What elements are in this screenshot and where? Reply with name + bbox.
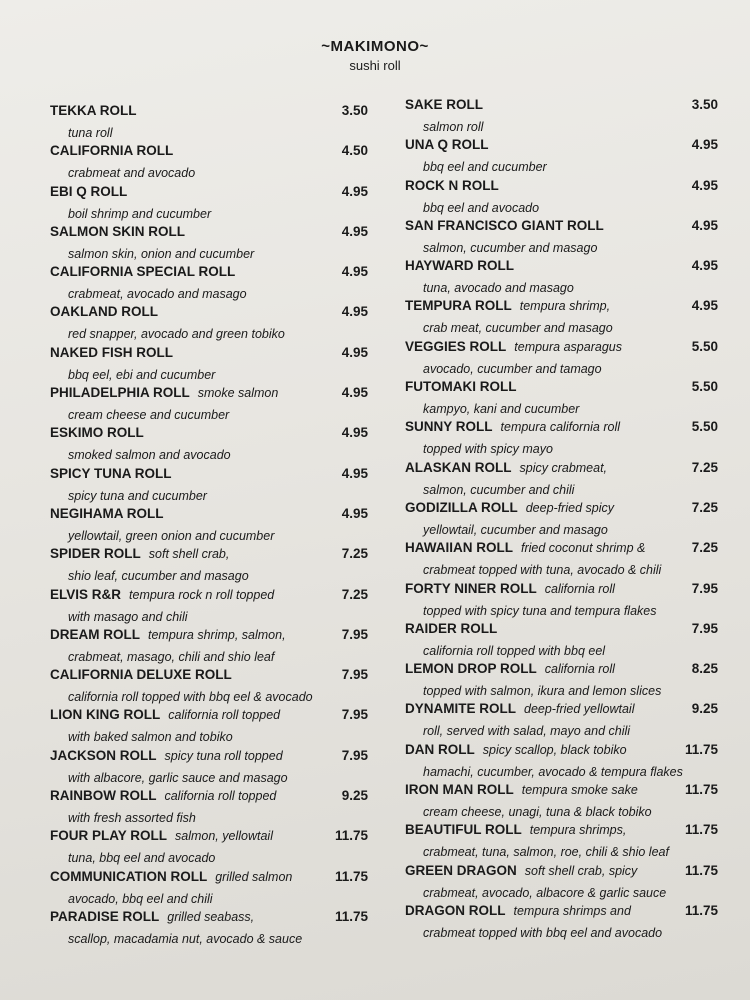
menu-item-name: SALMON SKIN ROLL bbox=[50, 223, 185, 239]
menu-item-inline-description: california roll bbox=[544, 581, 615, 596]
menu-item-description: cream cheese, unagi, tuna & black tobiko bbox=[423, 805, 652, 820]
menu-item bbox=[405, 298, 718, 338]
menu-item bbox=[50, 304, 368, 344]
menu-item bbox=[50, 345, 368, 385]
menu-item-description: crabmeat, avocado, albacore & garlic sauce bbox=[423, 885, 667, 900]
menu-item-name-line bbox=[50, 828, 273, 843]
menu-item-price: 4.95 bbox=[341, 304, 368, 320]
menu-item-name: DREAM ROLL bbox=[50, 626, 140, 642]
menu-item-description: scallop, macadamia nut, avocado & sauce bbox=[68, 931, 303, 946]
menu-item bbox=[405, 137, 718, 177]
menu-item-price: 11.75 bbox=[334, 868, 368, 884]
menu-item-price: 5.50 bbox=[691, 338, 718, 354]
menu-item-name: ESKIMO ROLL bbox=[50, 425, 144, 441]
menu-item-price: 4.95 bbox=[691, 217, 718, 233]
menu-item-header bbox=[405, 178, 718, 198]
menu-item-header bbox=[405, 97, 718, 117]
menu-item-name: CALIFORNIA ROLL bbox=[50, 143, 174, 159]
menu-item-description: yellowtail, cucumber and masago bbox=[423, 522, 608, 537]
menu-item-price: 4.95 bbox=[341, 505, 368, 521]
menu-item bbox=[50, 788, 368, 828]
menu-item bbox=[50, 627, 368, 667]
menu-item-name: SUNNY ROLL bbox=[405, 419, 493, 435]
menu-item-name: FUTOMAKI ROLL bbox=[405, 379, 517, 395]
menu-item bbox=[50, 667, 368, 707]
menu-item-name: COMMUNICATION ROLL bbox=[50, 868, 208, 884]
menu-item bbox=[405, 661, 718, 701]
right-menu-column bbox=[405, 97, 718, 943]
menu-item bbox=[405, 97, 718, 137]
menu-item-description: with baked salmon and tobiko bbox=[68, 730, 233, 745]
menu-item-description: salmon roll bbox=[423, 120, 484, 134]
menu-item-name-line bbox=[50, 707, 280, 722]
menu-item-name-line bbox=[405, 218, 604, 233]
menu-item-name-line bbox=[50, 748, 283, 763]
menu-item-description: avocado, bbq eel and chili bbox=[68, 891, 213, 906]
menu-item-header bbox=[50, 587, 368, 607]
menu-item-price: 7.95 bbox=[691, 620, 718, 636]
menu-item-name-line bbox=[405, 621, 497, 636]
menu-item-name: HAWAIIAN ROLL bbox=[405, 540, 513, 556]
menu-item-header bbox=[405, 782, 718, 802]
menu-item-name-line bbox=[50, 788, 276, 803]
menu-item bbox=[50, 103, 368, 143]
menu-item-inline-description: deep-fried yellowtail bbox=[524, 702, 635, 717]
menu-item-description: with albacore, garlic sauce and masago bbox=[68, 770, 288, 785]
menu-item-price: 7.95 bbox=[341, 707, 368, 723]
menu-item-header bbox=[405, 379, 718, 399]
menu-item-name-line bbox=[405, 903, 631, 918]
menu-item-price: 11.75 bbox=[684, 782, 718, 798]
menu-item-name-line bbox=[50, 546, 229, 561]
menu-item-header bbox=[405, 581, 718, 601]
menu-item-price: 5.50 bbox=[691, 419, 718, 435]
menu-item-description: smoked salmon and avocado bbox=[68, 448, 231, 463]
menu-item-price: 7.25 bbox=[691, 540, 718, 556]
menu-item-inline-description: grilled salmon bbox=[215, 869, 293, 884]
menu-item-description: crabmeat and avocado bbox=[68, 166, 196, 181]
menu-item-inline-description: deep-fried spicy bbox=[525, 500, 614, 515]
menu-item-name-line bbox=[50, 103, 137, 118]
menu-item-name: RAINBOW ROLL bbox=[50, 788, 157, 804]
menu-item-description: with masago and chili bbox=[68, 609, 188, 624]
menu-item-name: CALIFORNIA SPECIAL ROLL bbox=[50, 264, 236, 280]
menu-item bbox=[405, 540, 718, 580]
menu-item-name: TEMPURA ROLL bbox=[405, 298, 512, 314]
menu-item-inline-description: tempura shrimp, salmon, bbox=[148, 627, 286, 642]
menu-item-name-line bbox=[405, 379, 517, 394]
menu-item-inline-description: tempura shrimp, bbox=[519, 299, 611, 314]
menu-item-name: EBI Q ROLL bbox=[50, 183, 128, 199]
menu-item-inline-description: tempura asparagus bbox=[514, 339, 622, 354]
menu-item-name-line bbox=[405, 500, 614, 515]
menu-item bbox=[405, 863, 718, 903]
menu-item-name-line bbox=[405, 178, 499, 193]
menu-item-price: 9.25 bbox=[691, 701, 718, 717]
menu-item-header bbox=[50, 425, 368, 445]
menu-item bbox=[405, 903, 718, 943]
menu-item-description: crabmeat topped with bbq eel and avocado bbox=[423, 925, 663, 940]
menu-item-description: california roll topped with bbq eel bbox=[423, 643, 606, 658]
menu-item-header bbox=[50, 869, 368, 889]
menu-item-header bbox=[50, 627, 368, 647]
menu-item-name: DAN ROLL bbox=[405, 741, 475, 757]
menu-item-price: 11.75 bbox=[684, 741, 718, 757]
menu-item-header bbox=[50, 707, 368, 727]
menu-item-price: 5.50 bbox=[691, 379, 718, 395]
menu-item-name: NEGIHAMA ROLL bbox=[50, 505, 164, 521]
menu-item-description: shio leaf, cucumber and masago bbox=[68, 569, 249, 584]
menu-item bbox=[405, 500, 718, 540]
menu-item-inline-description: salmon, yellowtail bbox=[175, 829, 273, 844]
menu-item-price: 11.75 bbox=[334, 908, 368, 924]
menu-item-name-line bbox=[405, 581, 615, 596]
menu-item bbox=[405, 419, 718, 459]
menu-item-price: 7.95 bbox=[341, 626, 368, 642]
menu-item-name-line bbox=[405, 661, 615, 676]
menu-item-header bbox=[50, 304, 368, 324]
menu-item-inline-description: smoke salmon bbox=[197, 386, 279, 401]
menu-item-description: bbq eel, ebi and cucumber bbox=[68, 367, 216, 382]
menu-item-header bbox=[50, 828, 368, 848]
menu-item-name: TEKKA ROLL bbox=[50, 103, 137, 118]
menu-item-header bbox=[405, 742, 718, 762]
menu-item-name-line bbox=[50, 304, 158, 319]
menu-item-name-line bbox=[50, 909, 254, 924]
menu-item-name: GREEN DRAGON bbox=[405, 862, 517, 878]
menu-item-description: tuna roll bbox=[68, 126, 113, 140]
menu-item bbox=[50, 587, 368, 627]
menu-item-description: crabmeat, tuna, salmon, roe, chili & shio leaf bbox=[423, 845, 669, 860]
menu-item-price: 11.75 bbox=[334, 828, 368, 844]
menu-item-header bbox=[50, 345, 368, 365]
menu-item-name-line bbox=[405, 460, 607, 475]
menu-item-price: 7.25 bbox=[341, 546, 368, 562]
menu-item-header bbox=[405, 419, 718, 439]
menu-item-description: bbq eel and cucumber bbox=[423, 160, 547, 175]
menu-item bbox=[405, 742, 718, 782]
menu-item-name: CALIFORNIA DELUXE ROLL bbox=[50, 667, 232, 683]
menu-title: ~MAKIMONO~ bbox=[321, 38, 429, 55]
menu-item-inline-description: california roll topped bbox=[168, 708, 281, 723]
menu-item-price: 11.75 bbox=[684, 822, 718, 838]
menu-item-price: 7.25 bbox=[691, 499, 718, 515]
menu-item bbox=[405, 621, 718, 661]
menu-item-description: bbq eel and avocado bbox=[423, 200, 540, 215]
menu-item bbox=[405, 339, 718, 379]
menu-item-header bbox=[405, 218, 718, 238]
menu-item bbox=[50, 707, 368, 747]
menu-item bbox=[50, 466, 368, 506]
menu-item-name: ROCK N ROLL bbox=[405, 177, 499, 193]
menu-item-price: 4.95 bbox=[341, 425, 368, 441]
menu-item-header bbox=[405, 822, 718, 842]
menu-item-header bbox=[50, 385, 368, 405]
menu-item-description: crabmeat, avocado and masago bbox=[68, 287, 247, 302]
menu-item-name-line bbox=[50, 224, 185, 239]
menu-item-name-line bbox=[405, 742, 627, 757]
menu-item-name: UNA Q ROLL bbox=[405, 137, 489, 153]
menu-item-name: NAKED FISH ROLL bbox=[50, 344, 173, 360]
menu-subtitle: sushi roll bbox=[349, 58, 401, 73]
menu-item-description: crab meat, cucumber and masago bbox=[423, 321, 613, 336]
menu-item bbox=[405, 258, 718, 298]
menu-item-name: SPIDER ROLL bbox=[50, 546, 141, 562]
menu-item bbox=[50, 909, 368, 949]
menu-item bbox=[405, 460, 718, 500]
menu-item-price: 7.95 bbox=[691, 580, 718, 596]
menu-item-name-line bbox=[405, 258, 514, 273]
menu-item-name: BEAUTIFUL ROLL bbox=[405, 822, 522, 838]
menu-item-header bbox=[405, 701, 718, 721]
menu-item-header bbox=[50, 748, 368, 768]
menu-item-name: SPICY TUNA ROLL bbox=[50, 465, 172, 481]
menu-item-price: 4.95 bbox=[691, 258, 718, 274]
menu-item-inline-description: tempura shrimps and bbox=[513, 903, 631, 918]
menu-item bbox=[50, 869, 368, 909]
menu-item-price: 7.25 bbox=[691, 459, 718, 475]
menu-item-name-line bbox=[50, 587, 274, 602]
menu-item-name: DYNAMITE ROLL bbox=[405, 701, 516, 717]
menu-item bbox=[405, 178, 718, 218]
menu-item-name-line bbox=[50, 667, 232, 682]
menu-item-name: GODIZILLA ROLL bbox=[405, 499, 518, 515]
menu-item bbox=[405, 822, 718, 862]
menu-item-inline-description: spicy tuna roll topped bbox=[164, 748, 283, 763]
menu-item-description: salmon skin, onion and cucumber bbox=[68, 246, 255, 261]
menu-item-header bbox=[405, 661, 718, 681]
menu-item-header bbox=[405, 500, 718, 520]
menu-item-inline-description: grilled seabass, bbox=[167, 909, 255, 924]
menu-item-description: salmon, cucumber and masago bbox=[423, 240, 598, 255]
menu-item-header bbox=[405, 863, 718, 883]
menu-item-name-line bbox=[50, 869, 292, 884]
menu-item-name-line bbox=[405, 97, 483, 112]
menu-item bbox=[50, 224, 368, 264]
menu-item-header bbox=[405, 137, 718, 157]
menu-item-description: tuna, avocado and masago bbox=[423, 281, 574, 296]
menu-item-description: topped with salmon, ikura and lemon slices bbox=[423, 684, 662, 699]
menu-item-description: california roll topped with bbq eel & avocado bbox=[68, 690, 313, 705]
menu-item-inline-description: tempura california roll bbox=[500, 420, 621, 435]
menu-item-header bbox=[405, 540, 718, 560]
menu-item-name-line bbox=[50, 143, 173, 158]
menu-item-price: 3.50 bbox=[341, 103, 368, 118]
menu-item-inline-description: fried coconut shrimp & bbox=[521, 541, 646, 556]
menu-item-header bbox=[50, 909, 368, 929]
menu-item bbox=[405, 379, 718, 419]
menu-item-header bbox=[50, 546, 368, 566]
menu-item bbox=[50, 425, 368, 465]
menu-item-price: 11.75 bbox=[684, 862, 718, 878]
menu-item-description: hamachi, cucumber, avocado & tempura flakes bbox=[423, 764, 683, 779]
menu-item-price: 4.95 bbox=[341, 344, 368, 360]
menu-item-name-line bbox=[50, 627, 286, 642]
menu-item-name: SAN FRANCISCO GIANT ROLL bbox=[405, 217, 604, 233]
menu-item-name: SAKE ROLL bbox=[405, 97, 484, 112]
menu-item-name-line bbox=[405, 540, 645, 555]
menu-item-description: red snapper, avocado and green tobiko bbox=[68, 327, 285, 342]
menu-item-header bbox=[50, 667, 368, 687]
menu-item-header bbox=[405, 298, 718, 318]
menu-item bbox=[50, 828, 368, 868]
menu-item-name: VEGGIES ROLL bbox=[405, 338, 507, 354]
menu-item-name: IRON MAN ROLL bbox=[405, 782, 514, 798]
menu-item-header bbox=[50, 788, 368, 808]
menu-item-price: 4.95 bbox=[691, 177, 718, 193]
menu-item-name: JACKSON ROLL bbox=[50, 747, 157, 763]
menu-item bbox=[405, 581, 718, 621]
menu-item-name: LION KING ROLL bbox=[50, 707, 161, 723]
menu-item-description: avocado, cucumber and tamago bbox=[423, 361, 602, 376]
menu-item-name: HAYWARD ROLL bbox=[405, 258, 515, 274]
menu-item-name: PARADISE ROLL bbox=[50, 908, 160, 924]
menu-item-name-line bbox=[405, 863, 637, 878]
menu-item-description: yellowtail, green onion and cucumber bbox=[68, 528, 275, 543]
menu-item-header bbox=[50, 506, 368, 526]
menu-item-inline-description: spicy scallop, black tobiko bbox=[482, 742, 627, 757]
menu-item-description: cream cheese and cucumber bbox=[68, 408, 230, 423]
menu-item-description: tuna, bbq eel and avocado bbox=[68, 851, 216, 866]
menu-item-name-line bbox=[50, 425, 144, 440]
menu-item bbox=[50, 546, 368, 586]
menu-item-name-line bbox=[405, 822, 626, 837]
menu-item-header bbox=[405, 621, 718, 641]
menu-item-inline-description: soft shell crab, bbox=[148, 547, 230, 562]
menu-item-inline-description: tempura shrimps, bbox=[529, 823, 627, 838]
menu-item-name-line bbox=[50, 264, 235, 279]
menu-item-description: kampyo, kani and cucumber bbox=[423, 402, 580, 417]
menu-item-header bbox=[50, 103, 368, 123]
menu-item-header bbox=[405, 258, 718, 278]
menu-item-price: 4.95 bbox=[691, 298, 718, 314]
menu-item-name: FOUR PLAY ROLL bbox=[50, 828, 168, 844]
menu-item bbox=[405, 701, 718, 741]
menu-item-price: 4.95 bbox=[341, 223, 368, 239]
menu-item-header bbox=[50, 466, 368, 486]
menu-item-price: 4.50 bbox=[341, 143, 368, 159]
menu-item-price: 4.95 bbox=[341, 465, 368, 481]
menu-item-name-line bbox=[405, 137, 489, 152]
menu-item-header bbox=[50, 184, 368, 204]
menu-item bbox=[50, 264, 368, 304]
menu-item-header bbox=[50, 264, 368, 284]
menu-item-inline-description: soft shell crab, spicy bbox=[524, 863, 638, 878]
menu-header bbox=[0, 38, 750, 73]
menu-item-description: boil shrimp and cucumber bbox=[68, 206, 212, 221]
menu-item-description: topped with spicy tuna and tempura flakes bbox=[423, 603, 657, 618]
menu-item-price: 7.95 bbox=[341, 747, 368, 763]
menu-item-name-line bbox=[50, 345, 173, 360]
menu-item-header bbox=[405, 339, 718, 359]
menu-item-header bbox=[405, 903, 718, 923]
menu-item-name-line bbox=[50, 184, 127, 199]
menu-item-inline-description: tempura rock n roll topped bbox=[129, 587, 275, 602]
menu-item bbox=[50, 143, 368, 183]
menu-item-description: with fresh assorted fish bbox=[68, 811, 196, 826]
menu-item-description: spicy tuna and cucumber bbox=[68, 488, 207, 503]
menu-item bbox=[50, 506, 368, 546]
menu-item-price: 3.50 bbox=[691, 97, 718, 112]
menu-item bbox=[405, 782, 718, 822]
menu-item-price: 7.25 bbox=[341, 586, 368, 602]
menu-item-name: DRAGON ROLL bbox=[405, 902, 506, 918]
menu-item bbox=[405, 218, 718, 258]
menu-item-header bbox=[50, 143, 368, 163]
menu-item-description: crabmeat, masago, chili and shio leaf bbox=[68, 649, 275, 664]
menu-item-name: RAIDER ROLL bbox=[405, 620, 498, 636]
menu-item-name-line bbox=[405, 701, 634, 716]
menu-item-price: 4.95 bbox=[341, 385, 368, 401]
menu-item-name-line bbox=[405, 782, 638, 797]
menu-item-name: LEMON DROP ROLL bbox=[405, 661, 537, 677]
menu-item-description: salmon, cucumber and chili bbox=[423, 482, 575, 497]
menu-item-price: 4.95 bbox=[341, 264, 368, 280]
menu-item-description: roll, served with salad, mayo and chili bbox=[423, 724, 631, 739]
menu-item-description: topped with spicy mayo bbox=[423, 442, 553, 457]
menu-item bbox=[50, 184, 368, 224]
menu-item bbox=[50, 748, 368, 788]
menu-item-name: ELVIS R&R bbox=[50, 586, 122, 602]
menu-item-name-line bbox=[50, 466, 172, 481]
menu-item-inline-description: tempura smoke sake bbox=[521, 783, 638, 798]
menu-item-price: 4.95 bbox=[691, 137, 718, 153]
menu-item-name-line bbox=[405, 419, 620, 434]
menu-item-name-line bbox=[405, 339, 622, 354]
menu-item bbox=[50, 385, 368, 425]
menu-item-price: 8.25 bbox=[691, 661, 718, 677]
menu-item-name-line bbox=[50, 385, 278, 400]
menu-item-name: OAKLAND ROLL bbox=[50, 304, 158, 320]
menu-item-price: 11.75 bbox=[684, 902, 718, 918]
menu-item-price: 9.25 bbox=[341, 788, 368, 804]
menu-item-name-line bbox=[405, 298, 610, 313]
left-menu-column bbox=[50, 103, 368, 949]
menu-item-header bbox=[405, 460, 718, 480]
menu-item-description: crabmeat topped with tuna, avocado & chili bbox=[423, 563, 662, 578]
menu-item-inline-description: california roll topped bbox=[164, 789, 277, 804]
menu-item-name: FORTY NINER ROLL bbox=[405, 580, 537, 596]
menu-item-name-line bbox=[50, 506, 164, 521]
menu-item-inline-description: spicy crabmeat, bbox=[519, 460, 608, 475]
menu-item-name: PHILADELPHIA ROLL bbox=[50, 385, 190, 401]
menu-item-inline-description: california roll bbox=[544, 662, 615, 677]
menu-item-price: 7.95 bbox=[341, 667, 368, 683]
menu-item-price: 4.95 bbox=[341, 183, 368, 199]
menu-item-name: ALASKAN ROLL bbox=[405, 459, 512, 475]
menu-item-header bbox=[50, 224, 368, 244]
